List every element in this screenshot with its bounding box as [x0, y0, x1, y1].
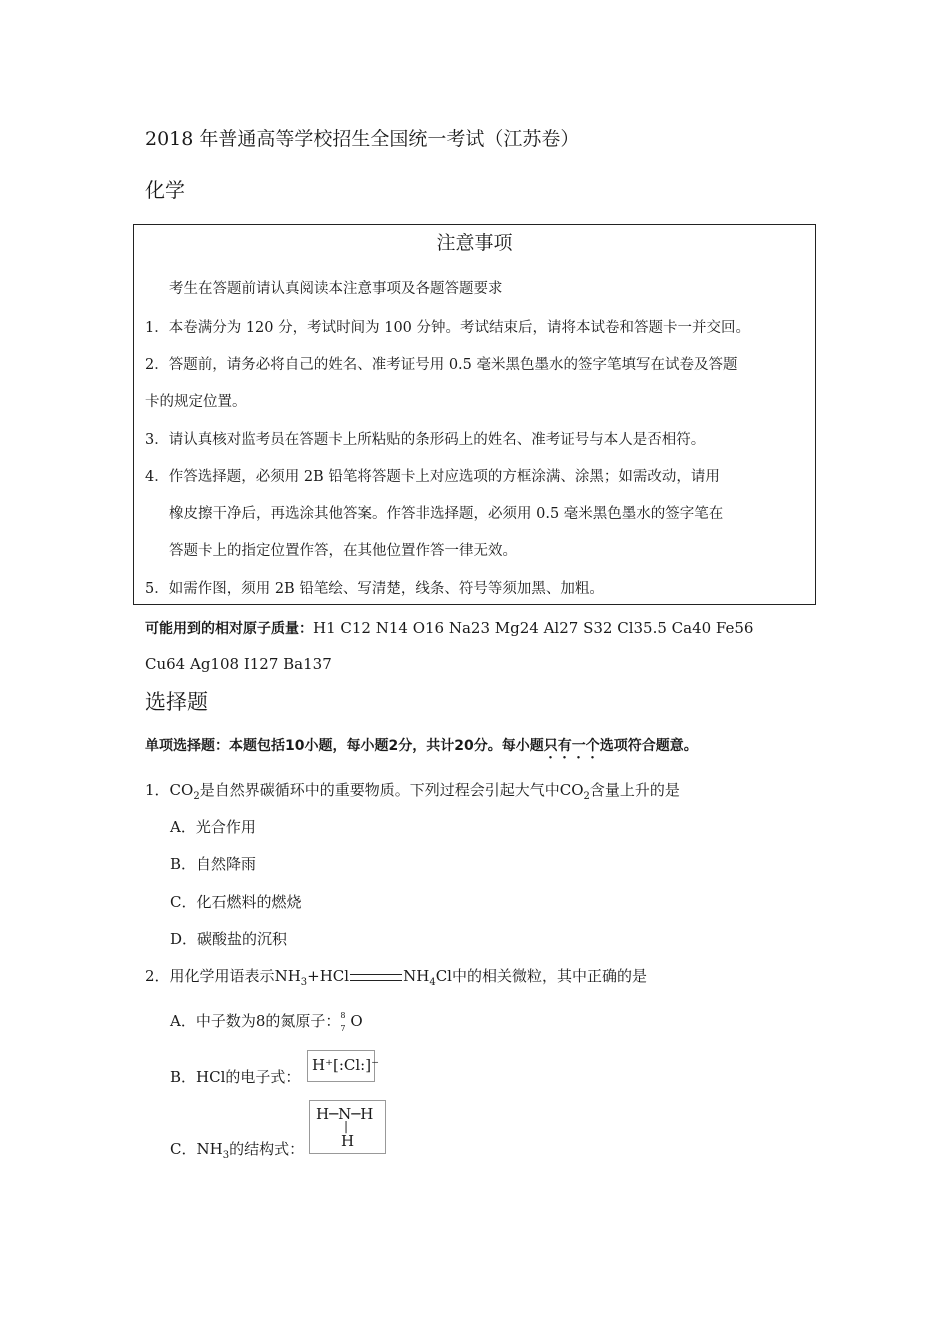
notice-intro: 考生在答题前请认真阅读本注意事项及各题答题要求 [169, 281, 503, 297]
mass-number: 8 [340, 1011, 346, 1020]
question-text: 是自然界碳循环中的重要物质。下列过程会引起大气中 [199, 781, 560, 799]
option-label: 的结构式： [229, 1140, 305, 1158]
subscript: 3 [222, 1150, 230, 1161]
structure-bond: | [344, 1119, 349, 1133]
equals-sign [350, 974, 402, 981]
notice-item-4-line-2: 橡皮擦干净后，再选涂其他答案。作答非选择题，必须用 0.5 毫米黑色墨水的签字笔在 [169, 506, 724, 522]
atomic-number: 7 [340, 1024, 346, 1033]
hcl-electron-formula-image [307, 1050, 380, 1082]
option-label: C．NH [170, 1140, 223, 1158]
atomic-masses-line-2: Cu64 Ag108 I127 Ba137 [145, 655, 332, 673]
notice-heading: 注意事项 [436, 232, 513, 254]
formula-nh4cl: NH [403, 967, 430, 985]
notice-item-2-line-1: 2．答题前，请务必将自己的姓名、准考证号用 0.5 毫米黑色墨水的签字笔填写在试卷及答题 [145, 357, 738, 373]
formula-hcl: +HCl [307, 967, 350, 985]
q1-option-c: C．化石燃料的燃烧 [170, 893, 302, 911]
question-1 [145, 779, 680, 800]
isotope-notation [340, 1012, 350, 1032]
subject-title: 化学 [145, 178, 185, 202]
subscript: 3 [300, 977, 308, 988]
option-label: A．中子数为8的氮原子： [170, 1012, 341, 1030]
electron-formula: H⁺[:Cl:]⁻ [312, 1056, 380, 1074]
q1-option-b: B．自然降雨 [170, 855, 257, 873]
formula-cl: Cl [435, 967, 452, 985]
atomic-masses-values-1: H1 C12 N14 O16 Na23 Mg24 Al27 S32 Cl35.5 Ca40 Fe56 [313, 619, 754, 637]
notice-item-4-line-1: 4．作答选择题，必须用 2B 铅笔将答题卡上对应选项的方框涂满、涂黑；如需改动，请用 [145, 469, 720, 485]
instruction-part-a: 单项选择题：本题包括10小题，每小题2分，共计20分。每小题 [145, 738, 544, 754]
question-text: 中的相关微粒，其中正确的是 [451, 967, 647, 985]
subscript: 2 [193, 791, 200, 802]
structure-bottom: H [341, 1132, 355, 1150]
q1-option-a: A．光合作用 [170, 818, 256, 836]
question-2 [145, 965, 647, 986]
q2-option-b-label: B．HCl的电子式： [170, 1068, 301, 1086]
structure-top: H─N─H [316, 1105, 374, 1123]
section-title: 选择题 [145, 690, 208, 714]
subscript: 2 [583, 791, 590, 802]
instruction-emphasis: 只有一个 [543, 738, 600, 754]
question-text: 含量上升的是 [589, 781, 680, 799]
notice-box [133, 224, 816, 605]
question-number: 2． [145, 967, 170, 985]
notice-item-5: 5．如需作图，须用 2B 铅笔绘、写清楚，线条、符号等须加黑、加粗。 [145, 581, 604, 597]
formula-co: CO [559, 781, 584, 799]
formula-nh3: NH [274, 967, 301, 985]
instruction-part-c: 选项符合题意。 [599, 738, 698, 754]
formula-co: CO [169, 781, 194, 799]
exam-title: 2018 年普通高等学校招生全国统一考试（江苏卷） [145, 128, 580, 150]
subscript: 4 [429, 977, 436, 988]
notice-item-2-line-2: 卡的规定位置。 [145, 394, 247, 410]
notice-item-3: 3．请认真核对监考员在答题卡上所粘贴的条形码上的姓名、准考证号与本人是否相符。 [145, 432, 706, 448]
q1-option-d: D．碳酸盐的沉积 [170, 930, 288, 948]
element-symbol: O [350, 1012, 363, 1030]
question-text: 用化学用语表示 [169, 967, 275, 985]
atomic-masses-line-1 [145, 618, 753, 638]
section-instruction [145, 735, 698, 762]
notice-item-4-line-3: 答题卡上的指定位置作答，在其他位置作答一律无效。 [169, 543, 517, 559]
nh3-structure-image [309, 1100, 386, 1154]
question-number: 1． [145, 781, 170, 799]
q2-option-a [170, 1010, 363, 1032]
notice-item-1: 1．本卷满分为 120 分，考试时间为 100 分钟。考试结束后，请将本试卷和答题卡一并交回。 [145, 320, 751, 336]
atomic-masses-label: 可能用到的相对原子质量： [145, 621, 313, 637]
q2-option-c-label [170, 1138, 304, 1159]
